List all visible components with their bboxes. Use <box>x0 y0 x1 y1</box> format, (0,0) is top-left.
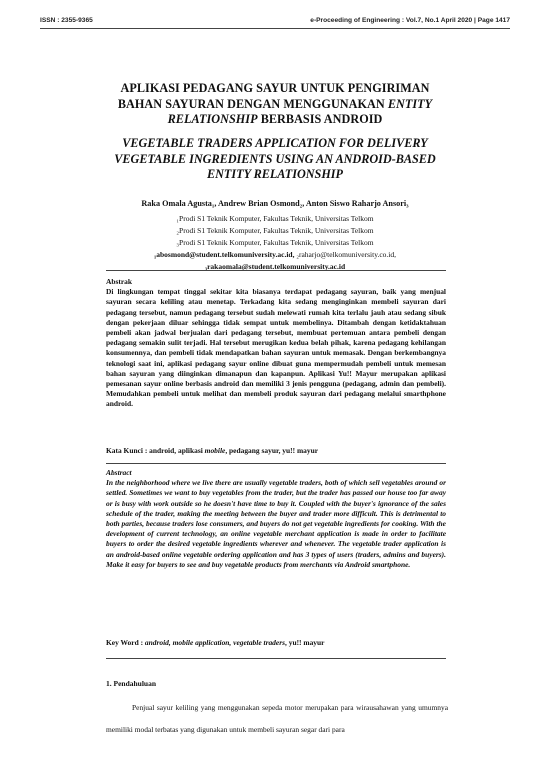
title-en-line-1: VEGETABLE TRADERS APPLICATION FOR DELIVERY <box>122 136 428 150</box>
affiliation-3: ₃Prodi S1 Teknik Komputer, Fakultas Teknik, Universitas Telkom <box>176 238 374 247</box>
keywords-en-prefix: Key Word : <box>106 638 145 647</box>
emails-line-1 <box>60 249 490 261</box>
page-header <box>40 17 510 24</box>
affiliation-2: ₂Prodi S1 Teknik Komputer, Fakultas Teknik, Universitas Telkom <box>176 226 374 235</box>
abstract-en-top-rule <box>106 463 446 464</box>
abstract-en-text: In the neighborhood where we live there are usually vegetable traders, both of which sell vegetables around or settled. Sometimes we want to buy vegetables from the trader, but the trader has passed our house too far away or is busy with work outside so he doesn't have time to buy it. Coupled with the buyer's ignorance of the sales schedule of the trader, making the meeting between the buyer and trader more difficult. This is detrimental to both parties, because traders lose consumers, and buyers do not get vegetable ingredients for cooking. With the development of current technology, an online vegetable merchant application is made in order to facilitate buyers to order the desired vegetable ingredients wherever and whenever. The vegetable trader application is an android-based online vegetable ordering application and has 3 types of users (traders, admins and buyers). Make it easy for buyers to see and buy vegetable products from merchants via Android smartphone. <box>106 478 446 569</box>
affiliation-1: ₁Prodi S1 Teknik Komputer, Fakultas Teknik, Universitas Telkom <box>176 214 374 223</box>
title-id-line-3-italic: RELATIONSHIP <box>167 112 258 126</box>
section-1-body <box>106 697 448 741</box>
issn: ISSN : 2355-9365 <box>40 17 93 24</box>
title-en-line-3: ENTITY RELATIONSHIP <box>207 167 343 181</box>
title-english <box>60 136 490 183</box>
keywords-english <box>106 638 446 647</box>
abstract-id-text: Di lingkungan tempat tinggal sekitar kita biasanya terdapat pedagang sayuran, baik yang menjual sayuran secara keliling atau menetap. Terkadang kita sedang menginginkan membeli sayuran dari pedagang tersebut, namun pedagang tersebut sudah melewati rumah kita terlalu jauh atau sedang sibuk dengan pekerjaan diluar sehingga tidak sempat untuk membelinya. Ditambah dengan ketidaktahuan pembeli akan jadwal berjualan dari pedagang tersebut, membuat pertemuan antara pembeli dengan pedagang semakin sulit terjadi. Hal tersebut merugikan kedua belah pihak, karena pedagang kehilangan konsumennya, dan pembeli tidak mendapatkan bahan sayuran untuk memasak. Dengan berkembangnya teknologi saat ini, aplikasi pedagang sayur online dibuat guna mempermudah pembeli untuk memesan bahan sayuran yang diinginkan dimanapun dan kapanpun. Aplikasi Yu!! Mayur merupakan aplikasi pemesanan sayur online berbasis android dan memiliki 3 jenis pengguna (pedagang, admin dan pembeli). Memudahkan pembeli untuk melihat dan membeli produk sayuran dari pedagang melalui smarthphone android. <box>106 287 446 409</box>
title-id-line-3-text: BERBASIS ANDROID <box>257 112 383 126</box>
email-3: ₃rakaomala@student.telkomuniversity.ac.id <box>204 262 346 271</box>
authors: Raka Omala Agusta₁, Andrew Brian Osmond₂, Anton Siswo Raharjo Ansori₃ <box>141 199 409 208</box>
section-1-paragraph: Penjual sayur keliling yang menggunakan sepeda motor merupakan para wirausahawan yang umumnya memiliki modal terbatas yang digunakan untuk membeli sayuran segar dari para <box>106 703 448 734</box>
abstract-id-top-rule <box>106 270 446 271</box>
title-id-line-2-text: BAHAN SAYURAN DENGAN MENGGUNAKAN <box>117 96 388 111</box>
keywords-indonesian <box>106 446 446 455</box>
title-id-line-1: APLIKASI PEDAGANG SAYUR UNTUK PENGIRIMAN <box>120 81 430 95</box>
section-1-title: 1. Pendahuluan <box>106 679 157 688</box>
abstract-indonesian <box>106 277 446 410</box>
abstract-en-heading: Abstract <box>106 468 132 477</box>
proceeding-info: e-Proceeding of Engineering : Vol.7, No.1 April 2020 | Page 1417 <box>310 17 510 24</box>
title-en-line-2: VEGETABLE INGREDIENTS USING AN ANDROID-BASED <box>114 151 436 166</box>
abstract-id-heading: Abstrak <box>106 277 133 286</box>
title-id-line-2 <box>60 97 490 113</box>
email-1: ₁abosmond@student.telkomuniversity.ac.id, <box>153 250 295 259</box>
keywords-id-suffix: , pedagang sayur, yu!! mayur <box>225 446 319 455</box>
keywords-id-italic: mobile <box>204 446 226 455</box>
affiliations <box>60 213 490 273</box>
keywords-id-prefix: Kata Kunci : android, aplikasi <box>106 446 205 455</box>
keywords-en-italic: android, mobile application, vegetable traders <box>144 638 285 647</box>
title-id-line-3 <box>60 112 490 128</box>
abstract-en-bottom-rule <box>106 658 446 659</box>
header-rule <box>40 28 510 29</box>
title-indonesian <box>60 81 490 128</box>
keywords-en-suffix: , yu!! mayur <box>285 638 325 647</box>
email-2: ₂raharjo@telkomuniversity.co.id, <box>294 250 396 259</box>
title-id-line-2-italic: ENTITY <box>387 96 433 111</box>
abstract-english <box>106 468 446 570</box>
